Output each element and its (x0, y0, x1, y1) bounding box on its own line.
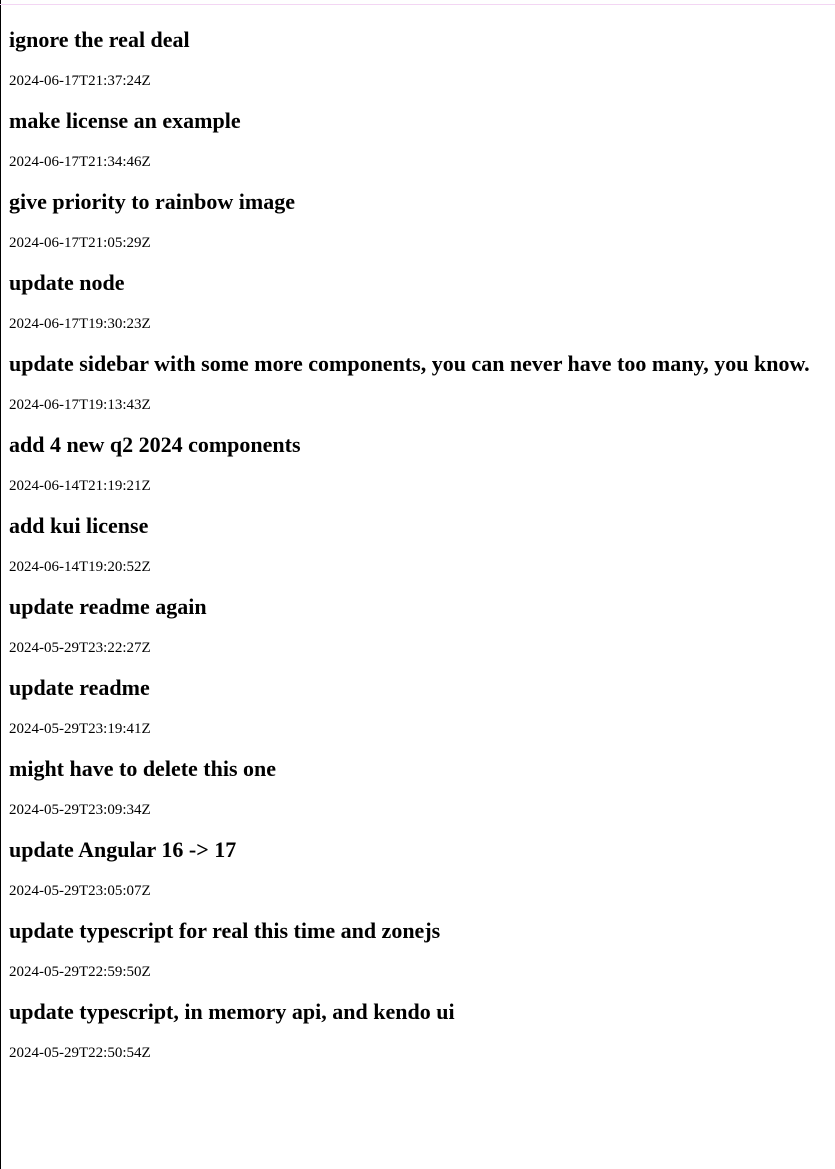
commit-item (9, 755, 824, 819)
commit-message: make license an example (9, 108, 241, 133)
commit-message: update node (9, 270, 125, 295)
commit-message: update readme (9, 675, 150, 700)
commit-message: update sidebar with some more components, you can never have too many, you know. (9, 351, 810, 376)
commit-item (9, 836, 824, 900)
commit-date: 2024-06-17T21:05:29Z (9, 235, 151, 251)
commit-date: 2024-05-29T23:05:07Z (9, 883, 151, 899)
commit-item (9, 998, 824, 1062)
commit-message: might have to delete this one (9, 756, 277, 781)
commit-message: add 4 new q2 2024 components (9, 432, 301, 457)
commit-item (9, 512, 824, 576)
commit-list (9, 10, 824, 1062)
commit-item (9, 350, 824, 414)
commit-date: 2024-05-29T23:22:27Z (9, 640, 151, 656)
commit-item (9, 593, 824, 657)
commit-message: give priority to rainbow image (9, 189, 295, 214)
commit-date: 2024-05-29T23:19:41Z (9, 721, 151, 737)
commit-date: 2024-05-29T23:09:34Z (9, 802, 151, 818)
commit-item (9, 917, 824, 981)
commit-date: 2024-06-17T21:37:24Z (9, 73, 151, 89)
commit-message: ignore the real deal (9, 27, 190, 52)
commit-date: 2024-06-17T19:30:23Z (9, 316, 151, 332)
commit-date: 2024-05-29T22:59:50Z (9, 964, 151, 980)
commit-date: 2024-06-17T19:13:43Z (9, 397, 151, 413)
commit-item (9, 188, 824, 252)
commit-date: 2024-06-14T21:19:21Z (9, 478, 151, 494)
commit-date: 2024-05-29T22:50:54Z (9, 1045, 151, 1061)
commit-item (9, 26, 824, 90)
commit-message: update Angular 16 -> 17 (9, 837, 237, 862)
commit-date: 2024-06-17T21:34:46Z (9, 154, 151, 170)
commit-item (9, 674, 824, 738)
commit-message: update typescript for real this time and zonejs (9, 918, 441, 943)
top-divider (0, 4, 835, 5)
commit-message: add kui license (9, 513, 149, 538)
commit-message: update readme again (9, 594, 207, 619)
commit-date: 2024-06-14T19:20:52Z (9, 559, 151, 575)
commit-item (9, 269, 824, 333)
commit-item (9, 107, 824, 171)
commit-message: update typescript, in memory api, and kendo ui (9, 999, 455, 1024)
commit-item (9, 431, 824, 495)
